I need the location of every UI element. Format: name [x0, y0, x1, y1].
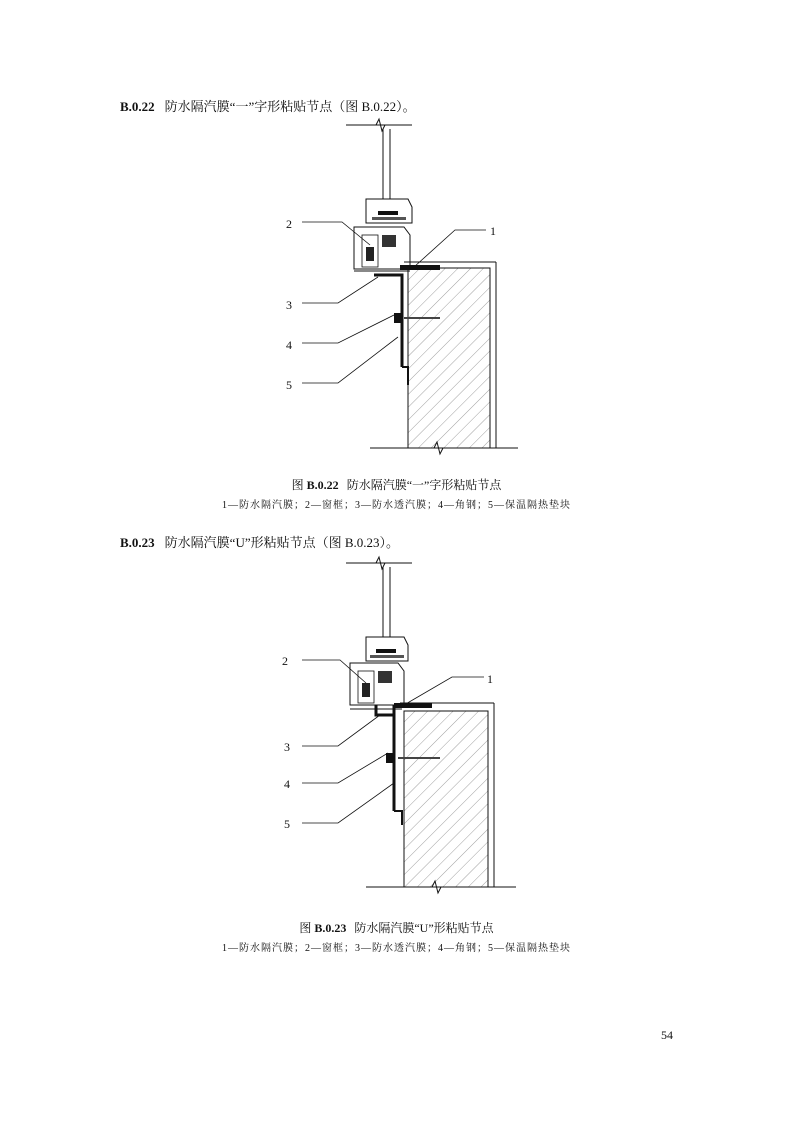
callout-3: 3 [286, 298, 292, 312]
section-heading-b023 [120, 532, 399, 551]
section-heading-b022 [120, 96, 416, 115]
callout-1: 1 [487, 672, 493, 686]
section-number: B.0.23 [120, 535, 155, 550]
figure-legend-b022: 1—防水隔汽膜；2—窗框；3—防水透汽膜；4—角钢；5—保温隔热垫块 [222, 500, 571, 511]
figure-caption-b022 [0, 476, 793, 493]
detail-drawing-b023 [0, 553, 793, 903]
section-heading-text: 防水隔汽膜“U”形粘贴节点（图 B.0.23）。 [164, 535, 400, 550]
page-number: 54 [661, 1028, 673, 1042]
caption-prefix: 图 [299, 921, 312, 935]
callout-1: 1 [490, 224, 496, 238]
caption-number: B.0.22 [306, 478, 339, 492]
caption-prefix: 图 [291, 478, 304, 492]
caption-number: B.0.23 [314, 921, 347, 935]
callout-5: 5 [286, 378, 292, 392]
callout-3: 3 [284, 740, 290, 754]
figure-caption-b023 [0, 919, 793, 936]
caption-text: 防水隔汽膜“一”字形粘贴节点 [346, 478, 502, 492]
callout-4: 4 [286, 338, 292, 352]
callout-5: 5 [284, 817, 290, 831]
detail-drawing-b022 [0, 115, 793, 465]
callout-2: 2 [286, 217, 292, 231]
section-heading-text: 防水隔汽膜“一”字形粘贴节点（图 B.0.22）。 [164, 99, 416, 114]
callout-4: 4 [284, 777, 290, 791]
callout-2: 2 [282, 654, 288, 668]
figure-legend-b023: 1—防水隔汽膜；2—窗框；3—防水透汽膜；4—角钢；5—保温隔热垫块 [222, 943, 571, 954]
caption-text: 防水隔汽膜“U”形粘贴节点 [354, 921, 494, 935]
section-number: B.0.22 [120, 99, 155, 114]
